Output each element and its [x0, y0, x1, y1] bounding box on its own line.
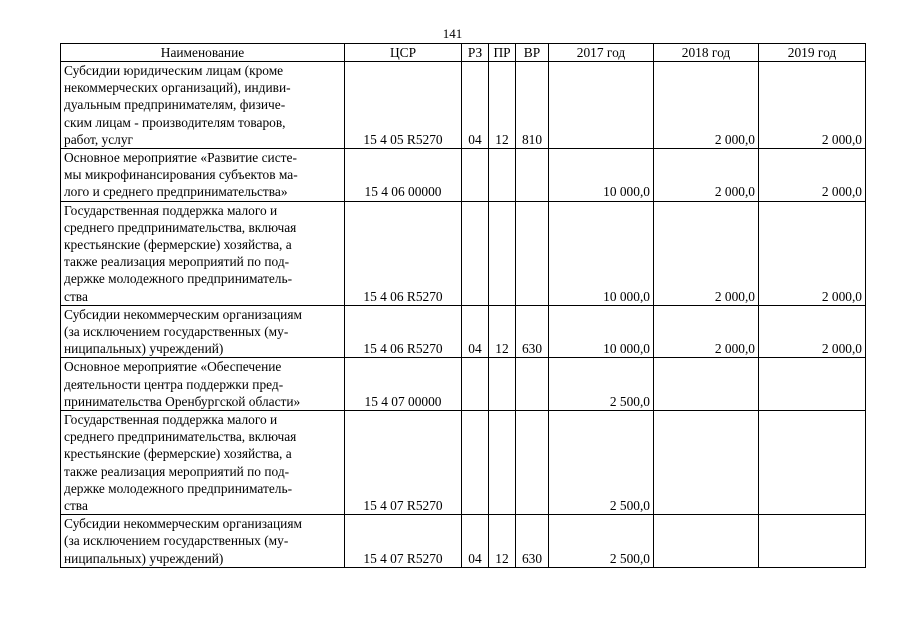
- row-csr: 15 4 06 R5270: [345, 201, 462, 305]
- table-row: [61, 201, 866, 305]
- row-rz: [462, 411, 489, 515]
- row-name: Основное мероприятие «Развитие систе- мы микрофинансирования субъектов ма- лого и среднего предпринимательства»: [61, 149, 345, 202]
- row-name: Государственная поддержка малого и среднего предпринимательства, включая крестьянские (фермерские) хозяйства, а также реализация мероприятий по под- держке молодежного предприниматель- ства: [61, 201, 345, 305]
- row-csr: 15 4 07 00000: [345, 358, 462, 411]
- row-rz: [462, 358, 489, 411]
- row-csr: 15 4 05 R5270: [345, 62, 462, 149]
- header-2019: 2019 год: [759, 44, 866, 62]
- row-pr: [489, 149, 516, 202]
- row-2019: [759, 358, 866, 411]
- row-vr: 630: [516, 515, 549, 568]
- row-pr: [489, 358, 516, 411]
- header-2018: 2018 год: [654, 44, 759, 62]
- page-number: 141: [442, 26, 463, 41]
- row-2017: 10 000,0: [549, 201, 654, 305]
- row-csr: 15 4 06 00000: [345, 149, 462, 202]
- header-name: Наименование: [61, 44, 345, 62]
- row-vr: [516, 358, 549, 411]
- header-pr: ПР: [489, 44, 516, 62]
- table-row: [61, 411, 866, 515]
- row-name: Государственная поддержка малого и среднего предпринимательства, включая крестьянские (фермерские) хозяйства, а также реализация мероприятий по под- держке молодежного предприниматель- ства: [61, 411, 345, 515]
- row-vr: 810: [516, 62, 549, 149]
- row-2017: 2 500,0: [549, 411, 654, 515]
- row-2017: 10 000,0: [549, 305, 654, 358]
- table-row: [61, 149, 866, 202]
- row-2017: 2 500,0: [549, 515, 654, 568]
- row-pr: 12: [489, 515, 516, 568]
- row-2019: 2 000,0: [759, 201, 866, 305]
- row-pr: [489, 411, 516, 515]
- row-2018: 2 000,0: [654, 149, 759, 202]
- row-2017: 10 000,0: [549, 149, 654, 202]
- row-2018: 2 000,0: [654, 62, 759, 149]
- row-2018: [654, 358, 759, 411]
- row-2018: 2 000,0: [654, 201, 759, 305]
- row-csr: 15 4 07 R5270: [345, 515, 462, 568]
- header-vr: ВР: [516, 44, 549, 62]
- table-row: [61, 515, 866, 568]
- row-2019: [759, 411, 866, 515]
- budget-table: [60, 43, 866, 568]
- row-name: Субсидии юридическим лицам (кроме некоммерческих организаций), индиви- дуальным предпринимателям, физиче- ским лицам - производителям товаров, работ, услуг: [61, 62, 345, 149]
- row-rz: [462, 201, 489, 305]
- row-csr: 15 4 07 R5270: [345, 411, 462, 515]
- row-rz: 04: [462, 305, 489, 358]
- row-pr: 12: [489, 62, 516, 149]
- row-2018: [654, 411, 759, 515]
- row-vr: [516, 201, 549, 305]
- row-name: Субсидии некоммерческим организациям (за исключением государственных (му- ниципальных) учреждений): [61, 515, 345, 568]
- row-2019: 2 000,0: [759, 62, 866, 149]
- row-rz: 04: [462, 62, 489, 149]
- header-csr: ЦСР: [345, 44, 462, 62]
- table-row: [61, 62, 866, 149]
- row-name: Основное мероприятие «Обеспечение деятельности центра поддержки пред- принимательства Оренбургской области»: [61, 358, 345, 411]
- row-2018: [654, 515, 759, 568]
- header-rz: РЗ: [462, 44, 489, 62]
- table-row: [61, 305, 866, 358]
- row-csr: 15 4 06 R5270: [345, 305, 462, 358]
- row-vr: 630: [516, 305, 549, 358]
- row-2019: 2 000,0: [759, 149, 866, 202]
- table-body: [61, 62, 866, 568]
- row-2018: 2 000,0: [654, 305, 759, 358]
- row-pr: 12: [489, 305, 516, 358]
- row-pr: [489, 201, 516, 305]
- header-2017: 2017 год: [549, 44, 654, 62]
- row-vr: [516, 411, 549, 515]
- row-rz: [462, 149, 489, 202]
- row-2019: 2 000,0: [759, 305, 866, 358]
- row-2017: 2 500,0: [549, 358, 654, 411]
- row-2017: [549, 62, 654, 149]
- row-name: Субсидии некоммерческим организациям (за исключением государственных (му- ниципальных) учреждений): [61, 305, 345, 358]
- header-row: [61, 44, 866, 62]
- row-vr: [516, 149, 549, 202]
- row-rz: 04: [462, 515, 489, 568]
- table-row: [61, 358, 866, 411]
- table-header: [61, 44, 866, 62]
- row-2019: [759, 515, 866, 568]
